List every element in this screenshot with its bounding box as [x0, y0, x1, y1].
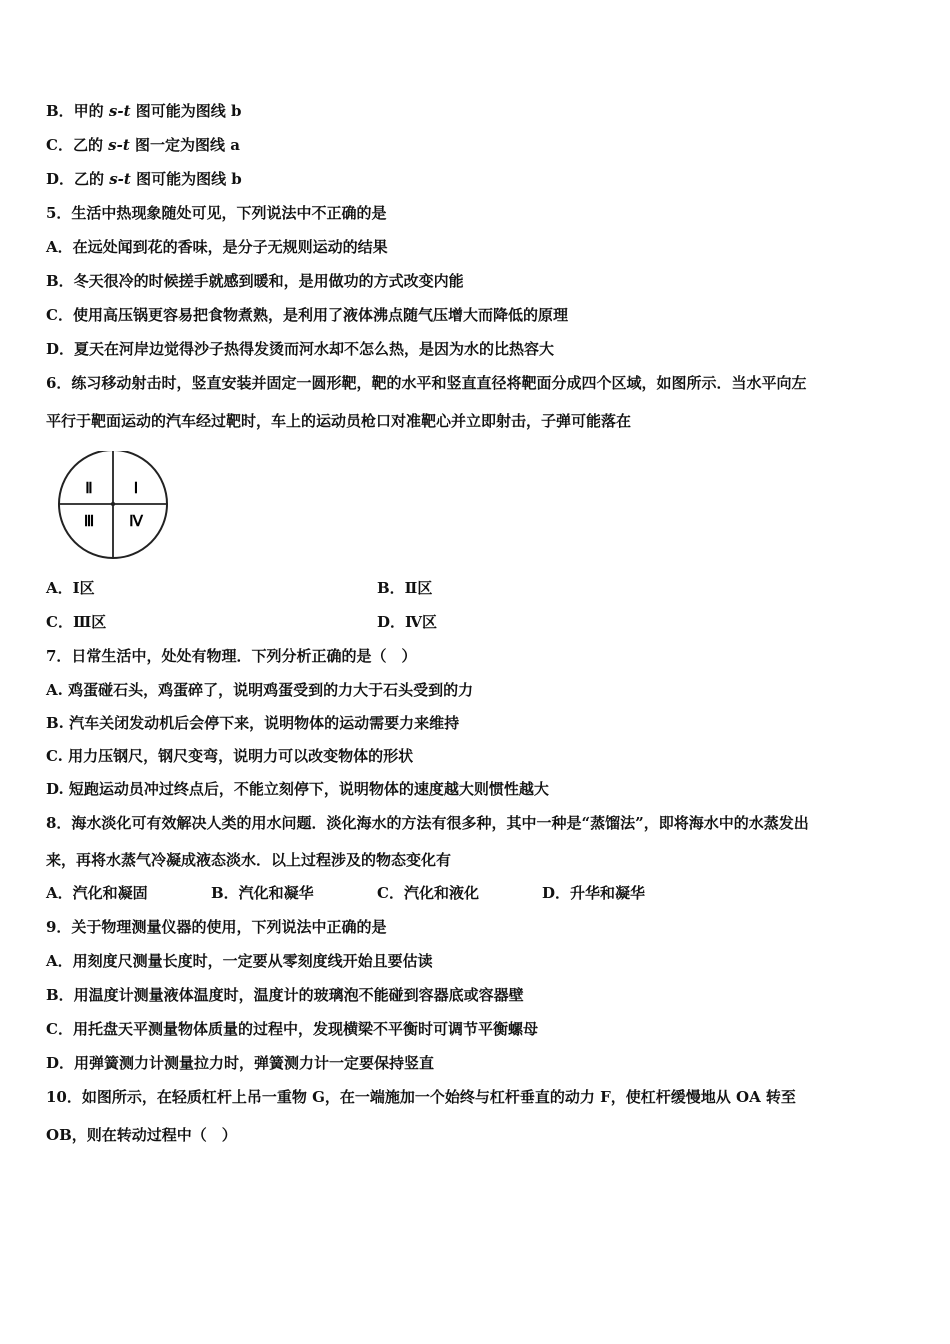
q5-option-c: C．使用高压锅更容易把食物煮熟，是利用了液体沸点随气压增大而降低的原理: [46, 306, 568, 324]
q6-option-a: A．Ⅰ区: [46, 579, 95, 597]
q5-option-d: D．夏天在河岸边觉得沙子热得发烫而河水却不怎么热，是因为水的比热容大: [46, 340, 555, 358]
q5-option-a: A．在远处闻到花的香味，是分子无规则运动的结果: [46, 238, 388, 256]
q7-option-d: D. 短跑运动员冲过终点后，不能立刻停下，说明物体的速度越大则惯性越大: [46, 780, 549, 798]
q7-option-b: B. 汽车关闭发动机后会停下来，说明物体的运动需要力来维持: [46, 714, 460, 732]
q9-stem: 9．关于物理测量仪器的使用，下列说法中正确的是: [46, 918, 387, 936]
q9-option-d: D．用弹簧测力计测量拉力时，弹簧测力计一定要保持竖直: [46, 1054, 435, 1072]
q6-stem-line2: 平行于靶面运动的汽车经过靶时，车上的运动员枪口对准靶心并立即射击，子弹可能落在: [46, 412, 632, 430]
quadrant-4-label: Ⅳ: [129, 514, 143, 530]
q7-stem: 7．日常生活中，处处有物理．下列分析正确的是（ ）: [46, 647, 417, 665]
target-center: [111, 502, 115, 506]
q5-stem: 5．生活中热现象随处可见，下列说法中不正确的是: [46, 204, 387, 222]
q4-option-b: B．甲的 s-t 图可能为图线 b: [46, 102, 242, 120]
q7-option-a: A. 鸡蛋碰石头，鸡蛋碎了，说明鸡蛋受到的力大于石头受到的力: [46, 681, 474, 699]
q8-option-d: D．升华和凝华: [542, 884, 646, 902]
target-diagram: [56, 451, 172, 561]
q6-option-d: D．Ⅳ区: [377, 613, 438, 631]
quadrant-1-label: Ⅰ: [133, 481, 139, 497]
q4-option-d: D．乙的 s-t 图可能为图线 b: [46, 170, 242, 188]
q10-stem-line2: OB，则在转动过程中（ ）: [46, 1126, 237, 1144]
q9-option-c: C．用托盘天平测量物体质量的过程中，发现横梁不平衡时可调节平衡螺母: [46, 1020, 538, 1038]
q6-option-c: C．Ⅲ区: [46, 613, 107, 631]
q8-option-a: A．汽化和凝固: [46, 884, 148, 902]
q7-option-c: C. 用力压钢尺，钢尺变弯，说明力可以改变物体的形状: [46, 747, 414, 765]
q8-stem-line2: 来，再将水蒸气冷凝成液态淡水．以上过程涉及的物态变化有: [46, 851, 452, 869]
q9-option-b: B．用温度计测量液体温度时，温度计的玻璃泡不能碰到容器底或容器壁: [46, 986, 524, 1004]
q10-stem-line1: 10．如图所示，在轻质杠杆上吊一重物 G，在一端施加一个始终与杠杆垂直的动力 F，使杠杆缓慢地从 OA 转至: [46, 1088, 796, 1106]
q6-option-b: B．Ⅱ区: [377, 579, 433, 597]
q8-option-b: B．汽化和凝华: [211, 884, 314, 902]
q9-option-a: A．用刻度尺测量长度时，一定要从零刻度线开始且要估读: [46, 952, 433, 970]
q5-option-b: B．冬天很冷的时候搓手就感到暖和，是用做功的方式改变内能: [46, 272, 464, 290]
quadrant-2-label: Ⅱ: [85, 481, 93, 497]
q8-stem-line1: 8．海水淡化可有效解决人类的用水问题．淡化海水的方法有很多种，其中一种是“蒸馏法”，即将海水中的水蒸发出: [46, 814, 809, 832]
q4-option-c: C．乙的 s-t 图一定为图线 a: [46, 136, 240, 154]
q6-stem-line1: 6．练习移动射击时，竖直安装并固定一圆形靶，靶的水平和竖直直径将靶面分成四个区域，如图所示．当水平向左: [46, 374, 807, 392]
q8-option-c: C．汽化和液化: [377, 884, 479, 902]
quadrant-3-label: Ⅲ: [83, 514, 95, 530]
